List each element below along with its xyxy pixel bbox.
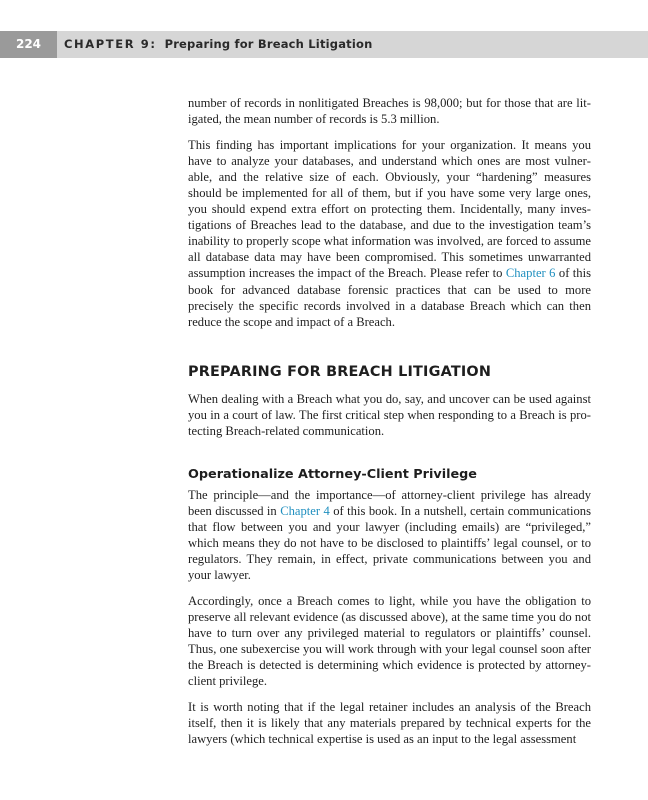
paragraph-privilege-tail: of this book. In a nutshell, certain communications that flow between you and your lawyer (including emails) are “privileged,” which means they do not have to be disclosed to plaintiffs’ legal counsel, or to regulators. They remain, in effect, private communications between you and your lawyer. [188,503,591,583]
chapter-4-link[interactable]: Chapter 4 [280,503,330,518]
paragraph-implications [188,137,591,330]
paragraph-legal-retainer: It is worth noting that if the legal retainer includes an analysis of the Breach itself, then it is likely that any materials prepared by technical experts for the lawyers (which technical expertise is used as an input to the legal assessment [188,700,591,747]
subsection-heading: Operationalize Attorney-Client Privilege [188,466,477,482]
subsection-heading-wrap [188,467,591,482]
paragraph-implications-text: This finding has important implications for your organization. It means you have to analyze your databases, and understand which ones are most vulnerable, and the relative size of each. Obviously, your “hardening” measures should be implemented for all of them, but if you have some very large ones, you should expend extra effort on protecting them. Incidentally, many investigations of Breaches lead to the database, and due to the investigation team’s inability to properly scope what information was involved, are forced to assume all database data may have been compromised. This sometimes unwarranted assumption increases the impact of the Breach. Please refer to [188,138,591,281]
chapter-title: Preparing for Breach Litigation [164,37,373,51]
section-heading: PREPARING FOR BREACH LITIGATION [188,363,492,380]
chapter-6-link[interactable]: Chapter 6 [505,266,556,281]
running-header [0,31,648,58]
page-number: 224 [0,31,57,58]
paragraph-implications-tail: of this book for advanced database forensic practices that can be used to more precisely the specific records involved in a database Breach which can then reduce the scope and impact of a Breach. [188,266,592,329]
section-heading-wrap [188,364,591,380]
page-body [188,95,591,758]
paragraph-privilege-text: The principle—and the importance—of attorney-client privilege has already been discussed in [188,487,591,518]
paragraph-preserve-evidence: Accordingly, once a Breach comes to light, while you have the obligation to preserve all relevant evidence (as discussed above), at the same time you do not have to turn over any privileged material to regulators or plaintiffs’ counsel. Thus, one subexercise you will work through with your legal counsel soon after the Breach is detected is determining which evidence is protected by attorney-client privilege. [188,594,591,689]
paragraph-court-of-law: When dealing with a Breach what you do, say, and uncover can be used against you in a court of law. The first critical step when responding to a Breach is protecting Breach-related communication. [188,391,591,438]
paragraph-records-continued: number of records in nonlitigated Breaches is 98,000; but for those that are litigated, the mean number of records is 5.3 million. [188,96,591,127]
chapter-heading [64,31,373,58]
chapter-label: CHAPTER 9: [64,37,157,51]
paragraph-privilege [188,487,591,583]
